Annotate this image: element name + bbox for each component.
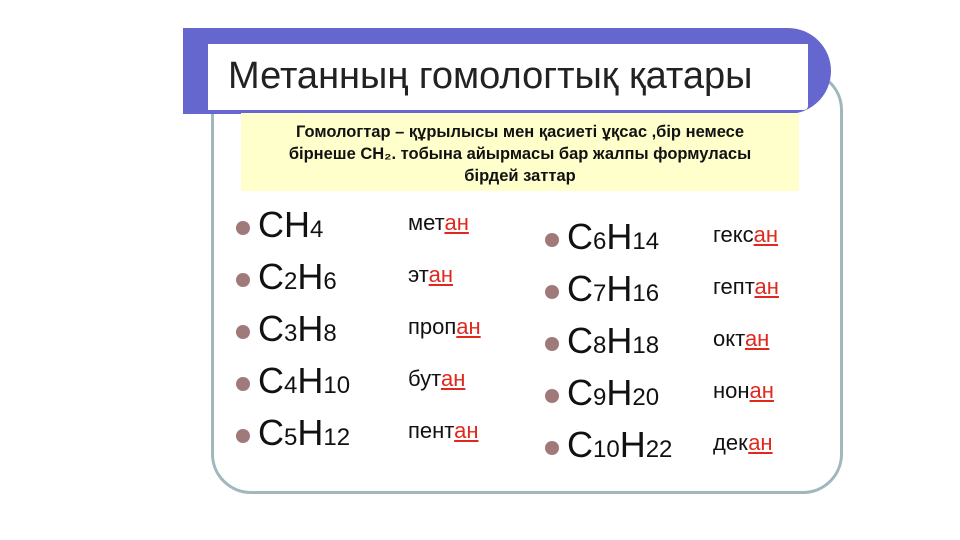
formula: C6H14 xyxy=(567,216,660,257)
alkane-name: бутан xyxy=(408,366,466,391)
bullet-icon xyxy=(545,337,559,351)
alkane-name: декан xyxy=(713,430,773,455)
formula: C9H20 xyxy=(567,372,660,413)
alkane-name: метан xyxy=(408,210,469,235)
bullet-icon xyxy=(236,221,250,235)
alkane-name: гексан xyxy=(713,222,779,247)
definition-line-2: бірнеше СН₂. тобына айырмасы бар жалпы формуласы xyxy=(288,145,752,163)
bullet-icon xyxy=(236,273,250,287)
definition-line-3: бірдей заттар xyxy=(464,167,576,185)
bullet-icon xyxy=(545,389,559,403)
alkane-name: октан xyxy=(713,326,770,351)
formula: CH4 xyxy=(258,204,324,245)
formula: C8H18 xyxy=(567,320,660,361)
bullet-icon xyxy=(236,325,250,339)
definition-box xyxy=(241,113,799,191)
bullet-icon xyxy=(236,377,250,391)
formula: C7H16 xyxy=(567,268,660,309)
formula: C3H8 xyxy=(258,308,337,349)
definition-text xyxy=(241,113,799,187)
alkane-name: пропан xyxy=(408,314,481,339)
definition-line-1: Гомологтар – құрылысы мен қасиеті ұқсас ,бір немесе xyxy=(295,123,745,141)
alkane-name: этан xyxy=(408,262,453,287)
alkane-name: пентан xyxy=(408,418,479,443)
alkane-name: гептан xyxy=(713,274,779,299)
formula: C2H6 xyxy=(258,256,337,297)
formula: C5H12 xyxy=(258,412,351,453)
formula: C4H10 xyxy=(258,360,351,401)
bullet-icon xyxy=(545,233,559,247)
alkane-name: нонан xyxy=(713,378,774,403)
bullet-icon xyxy=(545,285,559,299)
bullet-icon xyxy=(236,429,250,443)
page-title: Метанның гомологтық қатары xyxy=(228,55,753,97)
bullet-icon xyxy=(545,441,559,455)
formula: C10H22 xyxy=(567,424,673,465)
